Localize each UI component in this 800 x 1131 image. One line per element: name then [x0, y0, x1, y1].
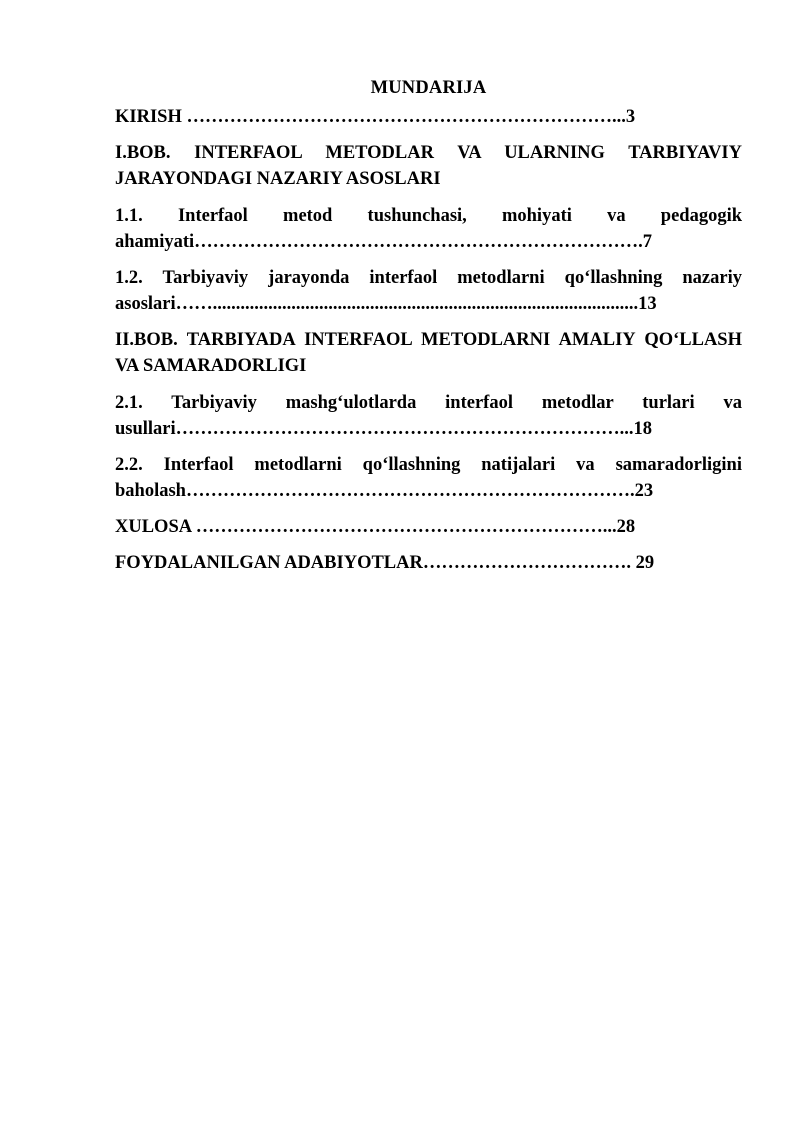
toc-entry-1-1: 1.1. Interfaol metod tushunchasi, mohiyati va pedagogik ahamiyati……………………………………………………………….7: [115, 206, 742, 252]
toc-entry-references: FOYDALANILGAN ADABIYOTLAR……………………………. 29: [115, 553, 655, 573]
toc-entry-xulosa: XULOSA …………………………………………………………...28: [115, 517, 636, 537]
table-of-contents: [115, 74, 742, 586]
toc-entry-chapter-1: I.BOB. INTERFAOL METODLAR VA ULARNING TARBIYAVIY JARAYONDAGI NAZARIY ASOSLARI: [115, 143, 742, 189]
toc-entry-1-2: 1.2. Tarbiyaviy jarayonda interfaol metodlarni qo‘llashning nazariy asoslari……............................................................................................13: [115, 268, 742, 314]
toc-entry-2-1: 2.1. Tarbiyaviy mashg‘ulotlarda interfaol metodlar turlari va usullari………………………………………………………………...18: [115, 393, 742, 439]
toc-entry-kirish: KIRISH ……………………………………………………………...3: [115, 107, 636, 127]
page-title: MUNDARIJA: [370, 78, 487, 98]
toc-entry-2-2: 2.2. Interfaol metodlarni qo‘llashning natijalari va samaradorligini baholash……………………………………………………………….23: [115, 455, 742, 501]
toc-entry-chapter-2: II.BOB. TARBIYADA INTERFAOL METODLARNI AMALIY QO‘LLASH VA SAMARADORLIGI: [115, 330, 742, 376]
